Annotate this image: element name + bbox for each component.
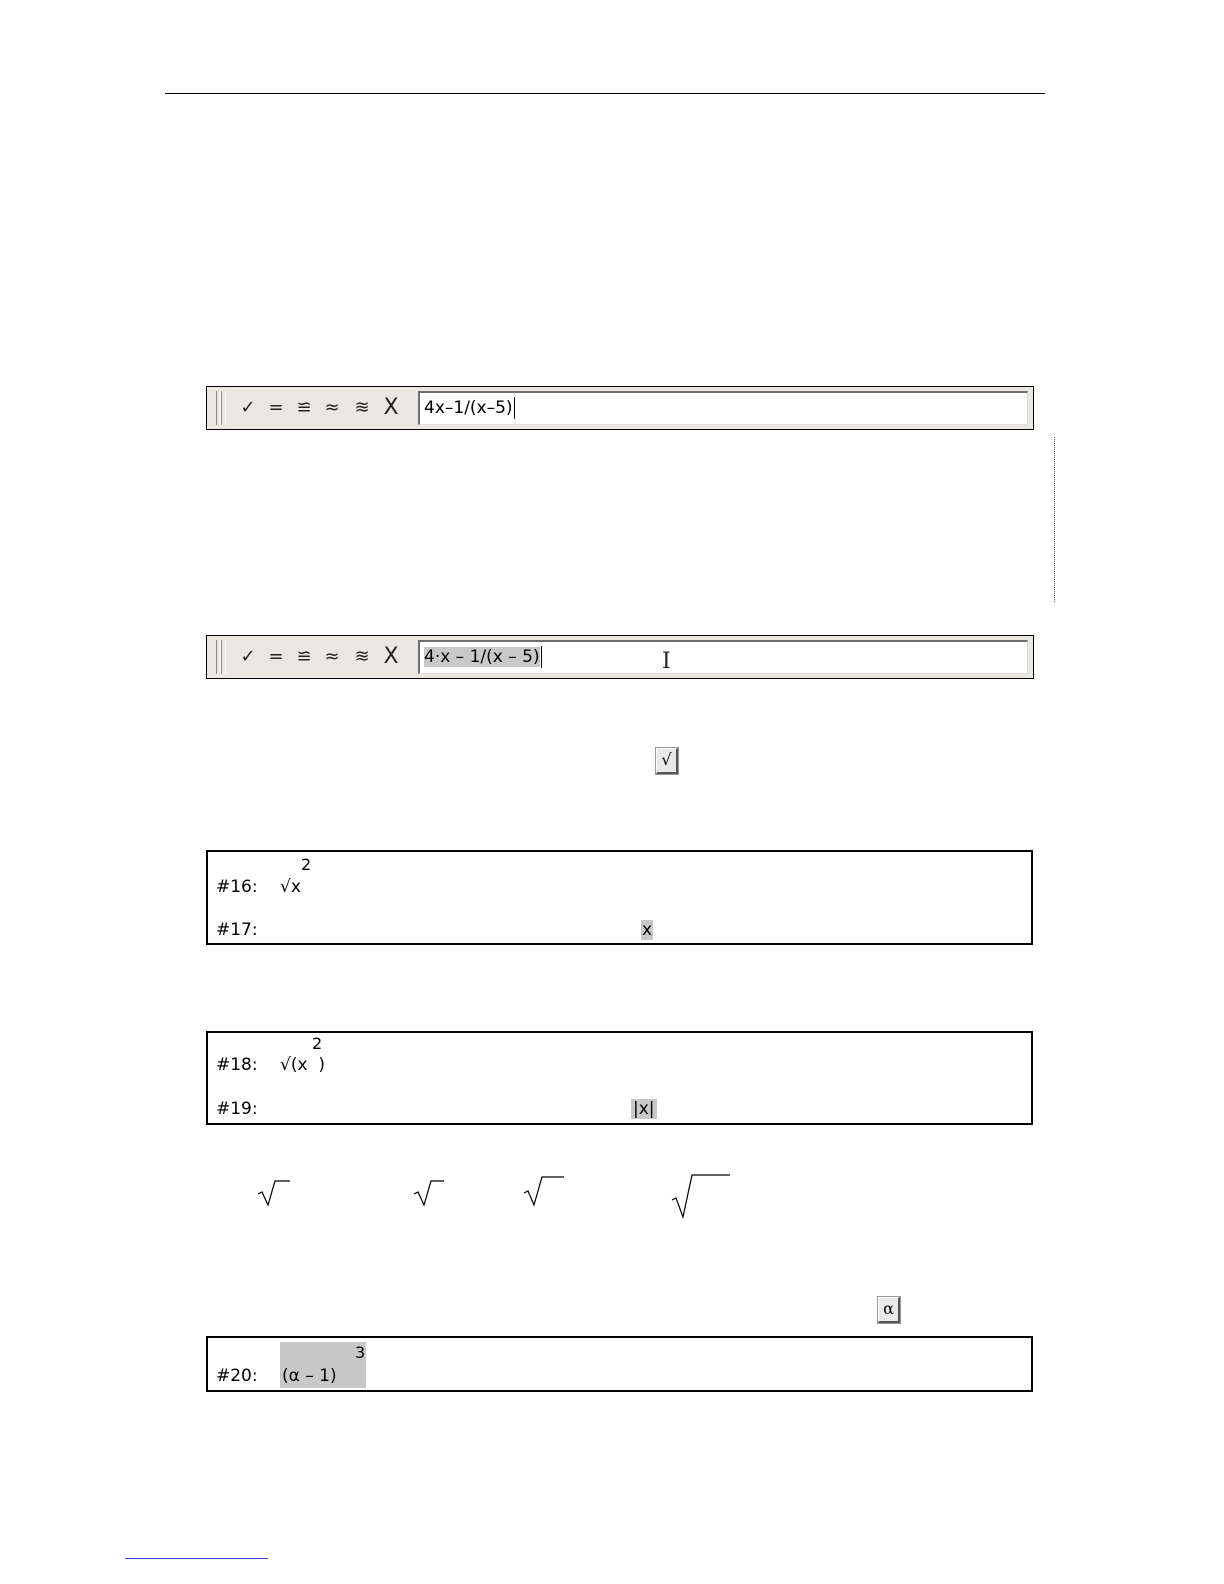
radical-sign [522,1174,566,1208]
radical-sign [670,1172,732,1220]
solve-button[interactable]: ≌ [296,397,312,418]
expression-label: #18: [216,1055,258,1075]
exponent: 2 [312,1034,323,1053]
expression-result[interactable]: x [642,920,653,940]
approximate-equals-button[interactable]: = [268,397,284,418]
expression-input[interactable] [418,391,1028,425]
expression-text-selected: 4·x – 1/(x – 5) [424,647,540,667]
square-root-button[interactable]: √ [656,748,678,774]
expression[interactable]: √(x ) [280,1055,325,1075]
solve-approximate-button[interactable]: ≋ [354,646,370,667]
expression-label: #17: [216,920,258,940]
approximate-equals-button[interactable]: = [268,646,284,667]
cancel-icon[interactable]: X [383,644,399,669]
solve-approximate-button[interactable]: ≋ [354,397,370,418]
approximate-button[interactable]: ≈ [324,397,340,418]
simplify-button[interactable]: ✓ [240,397,256,418]
expression-label: #20: [216,1366,258,1386]
approximate-button[interactable]: ≈ [324,646,340,667]
alpha-button[interactable]: α [878,1297,900,1323]
ibeam-cursor-icon: I [662,649,671,674]
text-caret [541,646,542,668]
footnote-rule [125,1558,268,1559]
solve-button[interactable]: ≌ [296,646,312,667]
exponent: 3 [355,1343,366,1362]
toolbar-grip[interactable] [221,640,226,674]
exponent: 2 [301,855,312,874]
radical-sign [256,1178,292,1208]
simplify-button[interactable]: ✓ [240,646,256,667]
algebra-window-3 [206,1336,1033,1392]
expression-text: 4x–1/(x–5) [424,398,513,418]
entry-toolbar-1 [206,386,1034,430]
algebra-window-1 [206,850,1033,945]
expression[interactable]: (α – 1) [282,1366,337,1386]
algebra-window-2 [206,1031,1033,1125]
radical-sign [412,1178,446,1208]
text-caret [514,397,515,419]
expression[interactable]: √x [280,877,301,897]
expression-label: #19: [216,1099,258,1119]
expression-label: #16: [216,877,258,897]
toolbar-grip[interactable] [221,391,226,425]
margin-marker [1054,437,1055,602]
expression-result[interactable]: |x| [633,1099,655,1119]
expression-input[interactable] [418,640,1028,674]
cancel-icon[interactable]: X [383,395,399,420]
page-header-rule [165,93,1045,94]
entry-toolbar-2 [206,635,1034,679]
